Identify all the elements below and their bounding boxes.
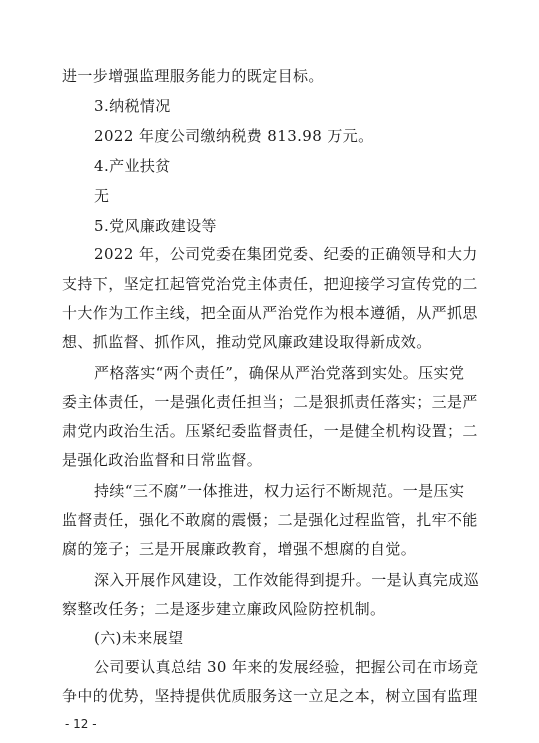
section-heading-party-conduct: 5.党风廉政建设等 (94, 217, 217, 235)
body-text-line: 进一步增强监理服务能力的既定目标。 (62, 67, 324, 85)
section-heading-tax: 3.纳税情况 (94, 97, 171, 115)
body-text-line: 支持下，坚定扛起管党治党主体责任，把迎接学习宣传党的二 (62, 275, 478, 293)
body-text-line: 十大作为工作主线，把全面从严治党作为根本遵循，从严抓思 (62, 304, 478, 322)
page-number: - 12 - (65, 717, 97, 731)
body-text-line: 想、抓监督、抓作风，推动党风廉政建设取得新成效。 (62, 333, 432, 351)
body-text-line: 公司要认真总结 30 年来的发展经验，把握公司在市场竞 (94, 658, 479, 676)
body-text-line: 监督责任，强化不敢腐的震慑；二是强化过程监管，扎牢不能 (62, 511, 478, 529)
body-text-line: 深入开展作风建设，工作效能得到提升。一是认真完成巡 (94, 571, 480, 589)
body-text-line: 察整改任务；二是逐步建立廉政风险防控机制。 (62, 600, 386, 618)
body-text-line: 是强化政治监督和日常监督。 (62, 451, 263, 469)
body-text-line: 无 (94, 187, 110, 205)
body-text-line: 严格落实“两个责任”，确保从严治党落到实处。压实党 (94, 364, 465, 382)
body-text-line: 2022 年度公司缴纳税费 813.98 万元。 (94, 127, 374, 145)
body-text-line: 2022 年，公司党委在集团党委、纪委的正确领导和大力 (94, 245, 478, 263)
section-heading-poverty-alleviation: 4.产业扶贫 (94, 157, 171, 175)
body-text-line: 持续“三不腐”一体推进，权力运行不断规范。一是压实 (94, 482, 465, 500)
body-text-line: 肃党内政治生活。压紧纪委监督责任，一是健全机构设置；二 (62, 422, 478, 440)
body-text-line: 争中的优势，坚持提供优质服务这一立足之本，树立国有监理 (62, 687, 478, 705)
body-text-line: 腐的笼子；三是开展廉政教育，增强不想腐的自觉。 (62, 540, 417, 558)
body-text-line: 委主体责任，一是强化责任担当；二是狠抓责任落实；三是严 (62, 393, 478, 411)
section-heading-future-outlook: (六)未来展望 (94, 629, 184, 647)
